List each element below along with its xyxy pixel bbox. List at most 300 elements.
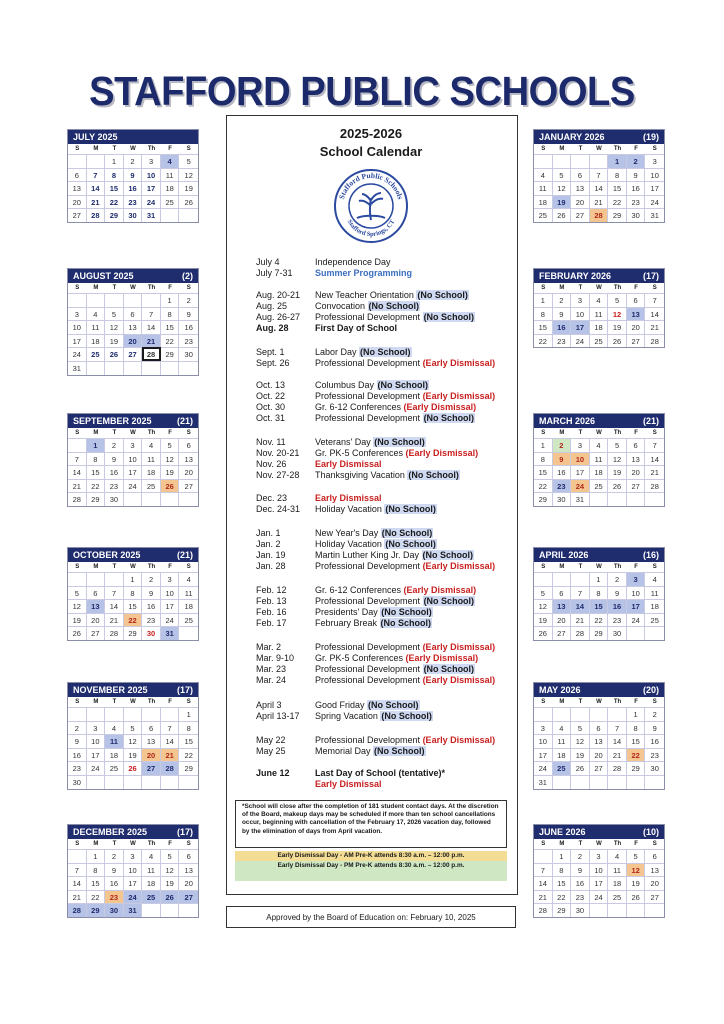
day-cell: 20 [571, 195, 590, 209]
day-cell [142, 361, 161, 375]
day-cell [68, 572, 87, 586]
event-row [256, 539, 437, 549]
day-cell: 17 [627, 599, 646, 613]
early-dismissal-tag: Early Dismissal [315, 779, 382, 789]
day-cell [627, 775, 646, 789]
day-cell: 8 [627, 721, 646, 735]
weekday-label: S [541, 430, 546, 436]
day-cell: 5 [105, 307, 124, 321]
event-date: Mar. 9-10 [256, 653, 295, 663]
event-date: Jan. 2 [256, 539, 281, 549]
weekday-label: Th [147, 146, 156, 152]
day-cell: 1 [161, 293, 180, 307]
day-cell: 3 [68, 307, 87, 321]
weekday-label: W [596, 430, 602, 436]
day-cell: 12 [124, 734, 143, 748]
event-label: Professional Development [315, 561, 423, 571]
day-cell: 9 [571, 863, 590, 877]
day-cell: 14 [608, 734, 627, 748]
day-cell: 17 [142, 181, 161, 195]
weekday-label: S [652, 564, 657, 570]
day-cell: 1 [590, 572, 609, 586]
day-cell: 3 [590, 849, 609, 863]
day-cell: 9 [608, 586, 627, 600]
day-cell: 19 [534, 613, 553, 627]
day-cell [571, 154, 590, 168]
day-cell: 20 [590, 748, 609, 762]
day-cell: 8 [590, 586, 609, 600]
day-cell: 26 [124, 761, 143, 775]
day-cell [161, 903, 180, 917]
event-text [315, 290, 469, 300]
day-cell: 29 [627, 761, 646, 775]
day-cell: 30 [124, 208, 143, 222]
day-cell: 24 [124, 479, 143, 493]
weekday-label: S [186, 699, 191, 705]
day-cell: 22 [161, 334, 180, 348]
day-cell: 16 [124, 181, 143, 195]
day-cell: 13 [179, 863, 198, 877]
day-cell: 18 [590, 465, 609, 479]
day-cell: 15 [627, 734, 646, 748]
month-name: MAY 2026 [539, 685, 581, 695]
day-cell: 17 [161, 599, 180, 613]
weekday-label: S [75, 430, 80, 436]
month-day-count: (21) [176, 416, 193, 426]
day-cell: 15 [161, 320, 180, 334]
early-dismissal-tag: (Early Dismissal) [422, 735, 496, 745]
day-cell: 22 [87, 890, 106, 904]
day-cell: 21 [571, 613, 590, 627]
event-label: Labor Day [315, 347, 360, 357]
day-cell: 17 [534, 748, 553, 762]
no-school-tag: (No School) [385, 504, 436, 514]
day-cell [142, 492, 161, 506]
day-cell [645, 775, 664, 789]
day-cell: 1 [87, 849, 106, 863]
event-text [315, 504, 437, 514]
event-row [256, 402, 476, 412]
weekday-label: T [112, 699, 117, 705]
day-cell: 16 [608, 599, 627, 613]
day-cell: 10 [124, 452, 143, 466]
day-cell [142, 775, 161, 789]
legend-pm: Early Dismissal Day - PM Pre-K attends 8:30 a.m. – 12:00 p.m. [235, 861, 507, 881]
weekday-label: Th [613, 430, 622, 436]
day-cell [571, 572, 590, 586]
day-cell [590, 492, 609, 506]
event-date: Jan. 19 [256, 550, 286, 560]
event-label: Holiday Vacation [315, 504, 385, 514]
day-cell: 16 [105, 876, 124, 890]
weekday-label: M [93, 841, 99, 847]
day-cell: 10 [68, 320, 87, 334]
day-cell: 25 [590, 479, 609, 493]
event-label: Independence Day [315, 257, 391, 267]
day-cell: 10 [571, 307, 590, 321]
day-cell: 22 [553, 890, 572, 904]
event-date: Nov. 27-28 [256, 470, 300, 480]
day-cell: 25 [553, 761, 572, 775]
month-header [68, 130, 198, 144]
day-cell: 6 [124, 307, 143, 321]
day-cell: 10 [142, 168, 161, 182]
day-cell: 14 [571, 599, 590, 613]
weekday-label: Th [613, 146, 622, 152]
weekday-label: S [75, 841, 80, 847]
day-cell [124, 775, 143, 789]
day-cell: 13 [68, 181, 87, 195]
day-cell: 4 [105, 721, 124, 735]
event-label: Good Friday [315, 700, 368, 710]
day-cell: 21 [534, 890, 553, 904]
day-cell: 15 [553, 876, 572, 890]
day-cell: 28 [590, 208, 609, 222]
day-cell: 4 [534, 168, 553, 182]
day-cell: 8 [553, 863, 572, 877]
event-row [256, 358, 495, 368]
day-cell: 23 [553, 479, 572, 493]
month-day-count: (2) [182, 271, 193, 281]
weekday-label: Th [613, 285, 622, 291]
day-cell: 31 [124, 903, 143, 917]
day-cell: 2 [627, 154, 646, 168]
day-cell: 22 [179, 748, 198, 762]
day-cell [105, 707, 124, 721]
day-cell: 21 [105, 613, 124, 627]
event-label: Professional Development [315, 391, 423, 401]
day-cell: 1 [534, 293, 553, 307]
weekday-label: W [596, 699, 602, 705]
no-school-tag: (No School) [423, 413, 475, 423]
day-cell: 24 [161, 613, 180, 627]
weekday-label: S [75, 564, 80, 570]
day-cell: 13 [142, 734, 161, 748]
day-cell: 26 [68, 626, 87, 640]
event-label: Gr. 6-12 Conferences [315, 402, 404, 412]
weekday-label: Th [147, 430, 156, 436]
day-cell [179, 775, 198, 789]
day-cell [161, 775, 180, 789]
day-cell: 13 [627, 452, 646, 466]
month-july-2025 [67, 129, 199, 223]
event-label: Memorial Day [315, 746, 374, 756]
day-cell: 15 [534, 465, 553, 479]
day-cell [179, 361, 198, 375]
no-school-tag: (No School) [417, 290, 468, 300]
event-text [315, 550, 474, 560]
day-cell: 30 [68, 775, 87, 789]
day-cell: 25 [179, 613, 198, 627]
day-cell [68, 707, 87, 721]
day-cell: 24 [590, 890, 609, 904]
day-cell: 11 [105, 734, 124, 748]
event-text [315, 470, 460, 480]
day-cell: 28 [68, 492, 87, 506]
month-header [68, 269, 198, 283]
day-cell: 17 [124, 465, 143, 479]
day-cell [571, 775, 590, 789]
day-cell [534, 572, 553, 586]
event-row [256, 642, 495, 652]
no-school-tag: (No School) [360, 347, 411, 357]
day-cell: 17 [87, 748, 106, 762]
weekday-label: S [75, 146, 80, 152]
day-cell: 16 [553, 465, 572, 479]
month-december-2025 [67, 824, 199, 918]
event-row [256, 550, 474, 560]
day-cell: 23 [645, 748, 664, 762]
day-cell: 2 [179, 293, 198, 307]
weekday-label: S [186, 146, 191, 152]
day-cell: 9 [68, 734, 87, 748]
day-cell [68, 849, 87, 863]
weekday-label: M [93, 285, 99, 291]
day-cell [68, 438, 87, 452]
event-text [315, 735, 495, 745]
day-cell: 26 [553, 208, 572, 222]
event-row [256, 711, 433, 721]
day-cell [142, 903, 161, 917]
month-day-count: (17) [176, 685, 193, 695]
event-text [315, 402, 476, 412]
month-october-2025 [67, 547, 199, 641]
day-cell: 11 [179, 586, 198, 600]
day-cell: 9 [179, 307, 198, 321]
no-school-tag: (No School) [380, 618, 432, 628]
day-cell: 6 [68, 168, 87, 182]
weekday-label: T [578, 699, 583, 705]
day-cell: 14 [645, 307, 664, 321]
day-cell: 5 [161, 438, 180, 452]
event-row [256, 493, 382, 503]
no-school-tag: (No School) [377, 380, 429, 390]
event-row [256, 391, 495, 401]
weekday-label: S [541, 699, 546, 705]
day-cell: 4 [87, 307, 106, 321]
event-label: First Day of School [315, 323, 398, 333]
month-name: JULY 2025 [73, 132, 118, 142]
day-cell: 16 [553, 320, 572, 334]
month-name: APRIL 2026 [539, 550, 589, 560]
day-cell: 15 [608, 181, 627, 195]
day-cell: 10 [627, 586, 646, 600]
day-cell [161, 492, 180, 506]
day-cell [627, 626, 646, 640]
early-dismissal-tag: (Early Dismissal) [422, 561, 496, 571]
day-cell: 2 [553, 438, 572, 452]
day-cell: 16 [179, 320, 198, 334]
event-row [256, 700, 420, 710]
day-cell: 1 [179, 707, 198, 721]
day-cell: 10 [534, 734, 553, 748]
day-cell: 13 [645, 863, 664, 877]
event-text [315, 711, 433, 721]
day-cell: 15 [124, 599, 143, 613]
event-text [315, 596, 475, 606]
day-cell: 2 [142, 572, 161, 586]
event-label: Presidents' Day [315, 607, 381, 617]
day-cell: 21 [590, 195, 609, 209]
day-cell: 15 [179, 734, 198, 748]
day-cell: 28 [645, 479, 664, 493]
event-date: Sept. 1 [256, 347, 285, 357]
weekday-label: S [186, 285, 191, 291]
day-cell: 19 [571, 748, 590, 762]
day-cell: 20 [645, 876, 664, 890]
day-cell: 23 [627, 195, 646, 209]
no-school-tag: (No School) [381, 711, 432, 721]
day-cell: 14 [590, 181, 609, 195]
day-cell: 20 [179, 876, 198, 890]
day-cell: 17 [590, 876, 609, 890]
day-cell: 28 [645, 334, 664, 348]
day-cell: 13 [553, 599, 572, 613]
day-cell: 17 [68, 334, 87, 348]
month-header [68, 548, 198, 562]
day-cell [161, 208, 180, 222]
event-row [256, 561, 495, 571]
weekday-label: M [93, 430, 99, 436]
day-cell: 29 [608, 208, 627, 222]
day-cell: 20 [627, 465, 646, 479]
day-cell: 11 [553, 734, 572, 748]
weekday-label: Th [613, 841, 622, 847]
day-cell: 21 [645, 320, 664, 334]
weekday-label: M [559, 841, 565, 847]
event-date: May 22 [256, 735, 286, 745]
weekday-label: S [652, 430, 657, 436]
day-cell: 1 [627, 707, 646, 721]
day-cell: 21 [142, 334, 161, 348]
day-cell: 15 [87, 465, 106, 479]
weekday-label: W [130, 841, 136, 847]
day-cell: 30 [142, 626, 161, 640]
day-cell: 19 [627, 876, 646, 890]
event-date: Oct. 31 [256, 413, 286, 423]
day-cell: 22 [627, 748, 646, 762]
day-cell: 11 [142, 452, 161, 466]
no-school-tag: (No School) [368, 301, 420, 311]
event-text [315, 257, 391, 267]
month-header [68, 414, 198, 428]
day-cell: 18 [534, 195, 553, 209]
day-cell: 22 [590, 613, 609, 627]
early-dismissal-tag: Early Dismissal [315, 493, 382, 503]
day-cell [645, 492, 664, 506]
day-cell [179, 903, 198, 917]
event-row [256, 746, 426, 756]
weekday-label: S [75, 285, 80, 291]
page-title: STAFFORD PUBLIC SCHOOLS [89, 68, 635, 114]
day-cell: 18 [590, 320, 609, 334]
event-row [256, 437, 426, 447]
event-date: Sept. 26 [256, 358, 290, 368]
day-cell: 27 [590, 761, 609, 775]
day-cell: 11 [161, 168, 180, 182]
weekday-label: Th [147, 699, 156, 705]
day-cell: 8 [179, 721, 198, 735]
day-cell: 23 [608, 613, 627, 627]
day-cell: 12 [179, 168, 198, 182]
day-cell: 25 [590, 334, 609, 348]
day-cell: 27 [627, 479, 646, 493]
day-cell: 5 [627, 849, 646, 863]
day-cell [590, 707, 609, 721]
no-school-tag: (No School) [423, 664, 475, 674]
event-text [315, 561, 495, 571]
day-cell: 8 [608, 168, 627, 182]
weekday-label: S [75, 699, 80, 705]
weekday-label: M [93, 146, 99, 152]
early-dismissal-tag: (Early Dismissal) [403, 585, 477, 595]
weekday-label: T [578, 430, 583, 436]
day-cell: 7 [645, 293, 664, 307]
day-cell: 26 [105, 347, 124, 361]
day-cell: 16 [571, 876, 590, 890]
weekday-label: M [559, 146, 565, 152]
day-cell: 23 [68, 761, 87, 775]
day-cell: 11 [608, 863, 627, 877]
day-cell: 24 [124, 890, 143, 904]
event-date: Mar. 2 [256, 642, 282, 652]
event-date: Oct. 30 [256, 402, 286, 412]
day-cell: 26 [627, 890, 646, 904]
weekday-label: S [652, 285, 657, 291]
event-label: Professional Development [315, 312, 423, 322]
event-row [256, 448, 478, 458]
day-cell: 6 [179, 438, 198, 452]
day-cell: 26 [534, 626, 553, 640]
day-cell: 21 [68, 479, 87, 493]
event-text [315, 413, 475, 423]
weekday-label: M [559, 699, 565, 705]
day-cell [87, 775, 106, 789]
event-date: Mar. 24 [256, 675, 287, 685]
day-cell: 13 [590, 734, 609, 748]
day-cell: 27 [124, 347, 143, 361]
day-cell [124, 361, 143, 375]
event-label: Thanksgiving Vacation [315, 470, 408, 480]
day-cell: 10 [571, 452, 590, 466]
day-cell [627, 492, 646, 506]
month-name: AUGUST 2025 [73, 271, 134, 281]
event-row [256, 268, 412, 278]
weekday-label: F [634, 699, 638, 705]
event-text [315, 448, 478, 458]
day-cell: 27 [645, 890, 664, 904]
event-row [256, 347, 412, 357]
day-cell: 25 [534, 208, 553, 222]
no-school-tag: (No School) [381, 607, 432, 617]
event-text [315, 493, 382, 503]
day-cell: 29 [87, 492, 106, 506]
day-cell: 5 [608, 438, 627, 452]
day-cell: 3 [627, 572, 646, 586]
event-text [315, 312, 475, 322]
event-date: Mar. 23 [256, 664, 287, 674]
day-cell [627, 903, 646, 917]
day-cell: 19 [608, 320, 627, 334]
day-cell: 7 [645, 438, 664, 452]
day-cell: 11 [645, 586, 664, 600]
day-cell: 29 [179, 761, 198, 775]
weekday-label: Th [613, 699, 622, 705]
day-cell: 20 [179, 465, 198, 479]
event-label: Professional Development [315, 675, 423, 685]
day-cell [179, 626, 198, 640]
day-cell: 8 [87, 452, 106, 466]
